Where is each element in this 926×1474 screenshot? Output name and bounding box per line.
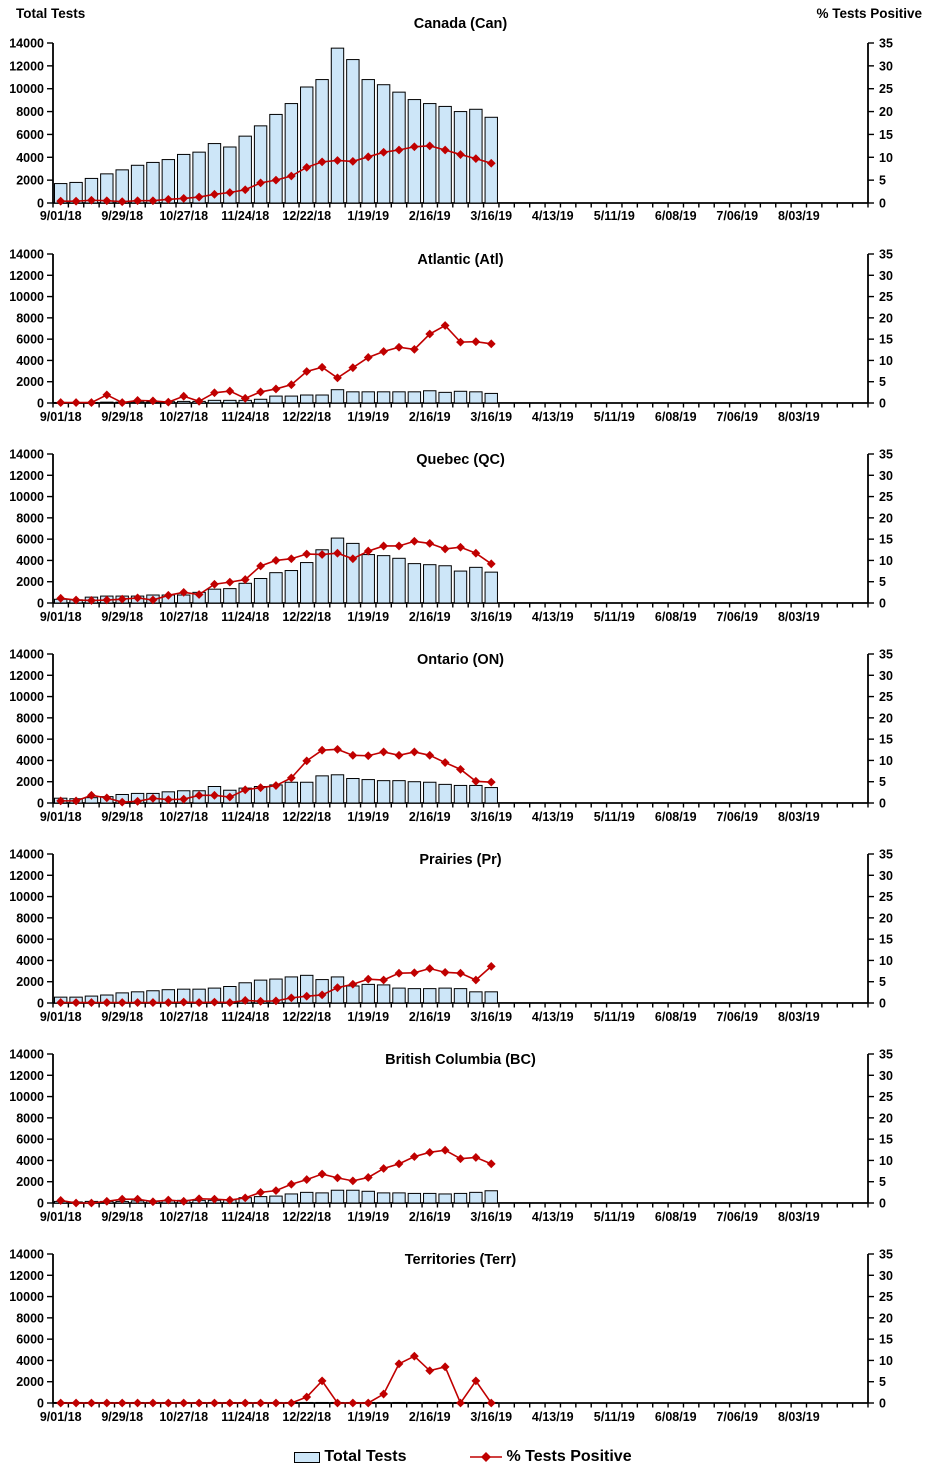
panel-title: Territories (Terr)	[404, 1252, 517, 1268]
svg-text:1/19/19: 1/19/19	[347, 810, 390, 824]
svg-text:11/24/18: 11/24/18	[221, 410, 270, 424]
svg-text:30: 30	[879, 468, 893, 483]
svg-text:7/06/19: 7/06/19	[716, 1410, 759, 1424]
svg-text:6/08/19: 6/08/19	[654, 209, 697, 223]
svg-text:12/22/18: 12/22/18	[282, 810, 332, 824]
svg-text:8/03/19: 8/03/19	[777, 610, 820, 624]
svg-text:12000: 12000	[9, 268, 44, 283]
svg-text:5/11/19: 5/11/19	[593, 1210, 635, 1224]
svg-text:2/16/19: 2/16/19	[408, 1010, 451, 1024]
svg-text:8000: 8000	[16, 311, 44, 326]
svg-text:9/29/18: 9/29/18	[101, 1410, 144, 1424]
svg-text:12/22/18: 12/22/18	[282, 209, 332, 223]
svg-text:6/08/19: 6/08/19	[654, 410, 697, 424]
total-tests-bars	[54, 538, 497, 603]
svg-text:4000: 4000	[16, 953, 44, 968]
svg-text:10: 10	[879, 953, 893, 968]
svg-text:0: 0	[879, 1196, 886, 1211]
line-diamond-icon	[469, 1451, 503, 1463]
svg-text:9/01/18: 9/01/18	[39, 209, 82, 223]
svg-text:25: 25	[879, 890, 893, 905]
svg-text:10/27/18: 10/27/18	[159, 810, 209, 824]
svg-text:25: 25	[879, 690, 893, 705]
svg-text:2000: 2000	[16, 173, 44, 188]
svg-text:5/11/19: 5/11/19	[593, 209, 635, 223]
svg-text:6000: 6000	[16, 332, 44, 347]
chart-prairies	[0, 840, 926, 1040]
svg-text:12/22/18: 12/22/18	[282, 1210, 332, 1224]
chart-territories	[0, 1240, 926, 1440]
svg-text:15: 15	[879, 932, 893, 947]
svg-text:12000: 12000	[9, 1068, 44, 1083]
svg-text:10: 10	[879, 150, 893, 165]
axes	[47, 1054, 874, 1208]
svg-text:11/24/18: 11/24/18	[221, 810, 270, 824]
svg-text:15: 15	[879, 332, 893, 347]
svg-text:2000: 2000	[16, 775, 44, 790]
svg-text:35: 35	[879, 647, 893, 662]
svg-text:2/16/19: 2/16/19	[408, 1410, 451, 1424]
svg-text:14000: 14000	[9, 247, 44, 262]
svg-text:3/16/19: 3/16/19	[470, 410, 513, 424]
svg-text:4/13/19: 4/13/19	[531, 1410, 574, 1424]
chart-territories-svg	[0, 1240, 926, 1440]
svg-text:2/16/19: 2/16/19	[408, 810, 451, 824]
svg-text:7/06/19: 7/06/19	[716, 410, 759, 424]
svg-text:25: 25	[879, 490, 893, 505]
svg-text:12/22/18: 12/22/18	[282, 410, 332, 424]
svg-text:14000: 14000	[9, 1247, 44, 1262]
svg-text:6000: 6000	[16, 932, 44, 947]
svg-text:0: 0	[37, 796, 44, 811]
svg-text:30: 30	[879, 59, 893, 74]
svg-text:10/27/18: 10/27/18	[159, 410, 209, 424]
svg-text:35: 35	[879, 447, 893, 462]
svg-text:9/29/18: 9/29/18	[101, 209, 144, 223]
svg-text:8/03/19: 8/03/19	[777, 1010, 820, 1024]
svg-text:10000: 10000	[9, 290, 44, 305]
svg-text:25: 25	[879, 1290, 893, 1305]
chart-atlantic-svg	[0, 240, 926, 440]
svg-text:0: 0	[879, 396, 886, 411]
svg-text:0: 0	[37, 996, 44, 1011]
svg-text:9/01/18: 9/01/18	[39, 810, 82, 824]
svg-text:30: 30	[879, 1268, 893, 1283]
svg-text:9/29/18: 9/29/18	[101, 810, 144, 824]
svg-text:9/01/18: 9/01/18	[39, 1010, 82, 1024]
chart-canada-svg	[0, 0, 926, 240]
chart-british-columbia	[0, 1040, 926, 1240]
svg-text:9/01/18: 9/01/18	[39, 1210, 82, 1224]
svg-text:35: 35	[879, 36, 893, 51]
svg-text:2000: 2000	[16, 375, 44, 390]
svg-text:5/11/19: 5/11/19	[593, 810, 635, 824]
svg-text:35: 35	[879, 1047, 893, 1062]
svg-text:6/08/19: 6/08/19	[654, 1410, 697, 1424]
svg-text:0: 0	[879, 996, 886, 1011]
svg-text:5/11/19: 5/11/19	[593, 410, 635, 424]
svg-text:5: 5	[879, 173, 886, 188]
svg-text:5/11/19: 5/11/19	[593, 1010, 635, 1024]
svg-text:5/11/19: 5/11/19	[593, 610, 635, 624]
svg-text:3/16/19: 3/16/19	[470, 1410, 513, 1424]
left-axis-header: Total Tests	[16, 6, 86, 21]
pct-positive-line	[61, 1356, 492, 1403]
svg-text:3/16/19: 3/16/19	[470, 610, 513, 624]
svg-text:20: 20	[879, 1311, 893, 1326]
svg-text:20: 20	[879, 1111, 893, 1126]
svg-text:1/19/19: 1/19/19	[347, 410, 390, 424]
svg-text:12000: 12000	[9, 59, 44, 74]
svg-text:10000: 10000	[9, 490, 44, 505]
legend-label-pct-positive: % Tests Positive	[506, 1448, 632, 1465]
svg-text:8000: 8000	[16, 911, 44, 926]
panel-title: Ontario (ON)	[417, 652, 504, 668]
svg-text:4000: 4000	[16, 1153, 44, 1168]
svg-text:12/22/18: 12/22/18	[282, 1410, 332, 1424]
svg-text:10/27/18: 10/27/18	[159, 1010, 209, 1024]
svg-text:0: 0	[37, 196, 44, 211]
svg-text:30: 30	[879, 1068, 893, 1083]
svg-text:10/27/18: 10/27/18	[159, 209, 209, 223]
svg-text:2000: 2000	[16, 975, 44, 990]
svg-text:15: 15	[879, 1132, 893, 1147]
svg-text:9/01/18: 9/01/18	[39, 1410, 82, 1424]
svg-text:12000: 12000	[9, 668, 44, 683]
svg-text:4/13/19: 4/13/19	[531, 410, 574, 424]
svg-text:5: 5	[879, 375, 886, 390]
svg-text:2000: 2000	[16, 575, 44, 590]
svg-text:4000: 4000	[16, 753, 44, 768]
svg-text:2/16/19: 2/16/19	[408, 610, 451, 624]
chart-quebec	[0, 440, 926, 640]
chart-atlantic	[0, 240, 926, 440]
svg-text:4000: 4000	[16, 553, 44, 568]
panel-title: British Columbia (BC)	[385, 1052, 536, 1068]
svg-text:2/16/19: 2/16/19	[408, 1210, 451, 1224]
svg-text:10000: 10000	[9, 890, 44, 905]
svg-text:10000: 10000	[9, 1090, 44, 1105]
chart-ontario	[0, 640, 926, 840]
svg-text:8/03/19: 8/03/19	[777, 1210, 820, 1224]
panel-title: Canada (Can)	[413, 16, 508, 32]
svg-text:0: 0	[879, 1396, 886, 1411]
svg-text:9/29/18: 9/29/18	[101, 1010, 144, 1024]
chart-british-columbia-svg	[0, 1040, 926, 1240]
svg-text:11/24/18: 11/24/18	[221, 1410, 270, 1424]
svg-text:10: 10	[879, 1153, 893, 1168]
svg-text:0: 0	[879, 796, 886, 811]
svg-text:10/27/18: 10/27/18	[159, 1210, 209, 1224]
svg-text:15: 15	[879, 532, 893, 547]
svg-text:9/29/18: 9/29/18	[101, 610, 144, 624]
svg-text:0: 0	[879, 196, 886, 211]
svg-text:5: 5	[879, 1375, 886, 1390]
panel-title: Quebec (QC)	[416, 452, 505, 468]
svg-text:15: 15	[879, 127, 893, 142]
svg-text:10: 10	[879, 553, 893, 568]
svg-text:30: 30	[879, 868, 893, 883]
svg-text:5/11/19: 5/11/19	[593, 1410, 635, 1424]
legend-item-total-tests	[294, 1448, 406, 1466]
svg-text:3/16/19: 3/16/19	[470, 1010, 513, 1024]
svg-text:10: 10	[879, 353, 893, 368]
svg-text:8/03/19: 8/03/19	[777, 209, 820, 223]
legend	[0, 1440, 926, 1474]
chart-ontario-svg	[0, 640, 926, 840]
chart-prairies-svg	[0, 840, 926, 1040]
svg-text:7/06/19: 7/06/19	[716, 1210, 759, 1224]
svg-text:12000: 12000	[9, 868, 44, 883]
svg-text:2000: 2000	[16, 1175, 44, 1190]
svg-text:5: 5	[879, 775, 886, 790]
svg-text:30: 30	[879, 268, 893, 283]
svg-text:1/19/19: 1/19/19	[347, 1210, 390, 1224]
svg-text:8000: 8000	[16, 511, 44, 526]
svg-text:10000: 10000	[9, 82, 44, 97]
svg-text:1/19/19: 1/19/19	[347, 209, 390, 223]
svg-text:5: 5	[879, 975, 886, 990]
svg-text:0: 0	[879, 596, 886, 611]
svg-text:1/19/19: 1/19/19	[347, 1410, 390, 1424]
svg-text:4000: 4000	[16, 150, 44, 165]
svg-text:2/16/19: 2/16/19	[408, 209, 451, 223]
svg-text:35: 35	[879, 247, 893, 262]
svg-text:12000: 12000	[9, 1268, 44, 1283]
svg-text:11/24/18: 11/24/18	[221, 610, 270, 624]
right-axis-header: % Tests Positive	[816, 6, 922, 21]
svg-text:6000: 6000	[16, 127, 44, 142]
svg-text:4/13/19: 4/13/19	[531, 810, 574, 824]
svg-text:20: 20	[879, 511, 893, 526]
svg-text:4/13/19: 4/13/19	[531, 209, 574, 223]
svg-text:8000: 8000	[16, 105, 44, 120]
svg-text:6/08/19: 6/08/19	[654, 1210, 697, 1224]
svg-text:1/19/19: 1/19/19	[347, 610, 390, 624]
svg-text:25: 25	[879, 290, 893, 305]
svg-text:6/08/19: 6/08/19	[654, 810, 697, 824]
chart-canada	[0, 0, 926, 240]
svg-text:8/03/19: 8/03/19	[777, 1410, 820, 1424]
svg-text:20: 20	[879, 911, 893, 926]
legend-label-total-tests: Total Tests	[324, 1448, 407, 1465]
svg-text:11/24/18: 11/24/18	[221, 209, 270, 223]
pct-positive-markers	[56, 1352, 495, 1408]
svg-text:10000: 10000	[9, 1290, 44, 1305]
svg-text:3/16/19: 3/16/19	[470, 810, 513, 824]
bar-swatch-icon	[294, 1452, 320, 1463]
svg-text:3/16/19: 3/16/19	[470, 209, 513, 223]
svg-text:25: 25	[879, 1090, 893, 1105]
svg-text:8/03/19: 8/03/19	[777, 810, 820, 824]
svg-text:3/16/19: 3/16/19	[470, 1210, 513, 1224]
svg-text:14000: 14000	[9, 647, 44, 662]
svg-text:0: 0	[37, 596, 44, 611]
svg-text:7/06/19: 7/06/19	[716, 209, 759, 223]
svg-text:4/13/19: 4/13/19	[531, 1210, 574, 1224]
svg-text:14000: 14000	[9, 36, 44, 51]
svg-text:12000: 12000	[9, 468, 44, 483]
axes	[47, 254, 874, 408]
svg-text:20: 20	[879, 711, 893, 726]
svg-text:11/24/18: 11/24/18	[221, 1010, 270, 1024]
svg-text:9/01/18: 9/01/18	[39, 410, 82, 424]
svg-text:6/08/19: 6/08/19	[654, 1010, 697, 1024]
svg-text:35: 35	[879, 1247, 893, 1262]
svg-text:2000: 2000	[16, 1375, 44, 1390]
svg-text:20: 20	[879, 105, 893, 120]
svg-text:15: 15	[879, 1332, 893, 1347]
svg-text:14000: 14000	[9, 1047, 44, 1062]
svg-text:6000: 6000	[16, 732, 44, 747]
svg-text:7/06/19: 7/06/19	[716, 1010, 759, 1024]
svg-text:10/27/18: 10/27/18	[159, 610, 209, 624]
svg-text:9/01/18: 9/01/18	[39, 610, 82, 624]
svg-text:0: 0	[37, 1196, 44, 1211]
svg-text:2/16/19: 2/16/19	[408, 410, 451, 424]
panel-title: Atlantic (Atl)	[417, 252, 504, 268]
svg-text:10/27/18: 10/27/18	[159, 1410, 209, 1424]
svg-text:8000: 8000	[16, 1111, 44, 1126]
svg-text:4000: 4000	[16, 353, 44, 368]
svg-text:6000: 6000	[16, 532, 44, 547]
chart-quebec-svg	[0, 440, 926, 640]
svg-text:5: 5	[879, 1175, 886, 1190]
svg-text:14000: 14000	[9, 447, 44, 462]
svg-text:10: 10	[879, 753, 893, 768]
legend-item-pct-positive	[469, 1448, 632, 1466]
axes	[47, 1254, 874, 1408]
svg-text:0: 0	[37, 1396, 44, 1411]
axes	[47, 654, 874, 808]
svg-text:9/29/18: 9/29/18	[101, 1210, 144, 1224]
svg-text:6000: 6000	[16, 1132, 44, 1147]
svg-text:7/06/19: 7/06/19	[716, 810, 759, 824]
svg-text:6000: 6000	[16, 1332, 44, 1347]
svg-text:8/03/19: 8/03/19	[777, 410, 820, 424]
svg-text:8000: 8000	[16, 1311, 44, 1326]
svg-text:0: 0	[37, 396, 44, 411]
svg-text:25: 25	[879, 82, 893, 97]
svg-text:10: 10	[879, 1353, 893, 1368]
svg-text:35: 35	[879, 847, 893, 862]
panel-title: Prairies (Pr)	[419, 852, 502, 868]
svg-text:10000: 10000	[9, 690, 44, 705]
svg-text:11/24/18: 11/24/18	[221, 1210, 270, 1224]
svg-text:20: 20	[879, 311, 893, 326]
svg-text:14000: 14000	[9, 847, 44, 862]
svg-text:8000: 8000	[16, 711, 44, 726]
axes	[47, 854, 874, 1008]
svg-text:4/13/19: 4/13/19	[531, 610, 574, 624]
svg-text:9/29/18: 9/29/18	[101, 410, 144, 424]
svg-text:6/08/19: 6/08/19	[654, 610, 697, 624]
svg-text:5: 5	[879, 575, 886, 590]
svg-text:4/13/19: 4/13/19	[531, 1010, 574, 1024]
svg-text:12/22/18: 12/22/18	[282, 1010, 332, 1024]
svg-text:12/22/18: 12/22/18	[282, 610, 332, 624]
svg-text:7/06/19: 7/06/19	[716, 610, 759, 624]
svg-text:4000: 4000	[16, 1353, 44, 1368]
svg-text:1/19/19: 1/19/19	[347, 1010, 390, 1024]
svg-text:30: 30	[879, 668, 893, 683]
svg-text:15: 15	[879, 732, 893, 747]
